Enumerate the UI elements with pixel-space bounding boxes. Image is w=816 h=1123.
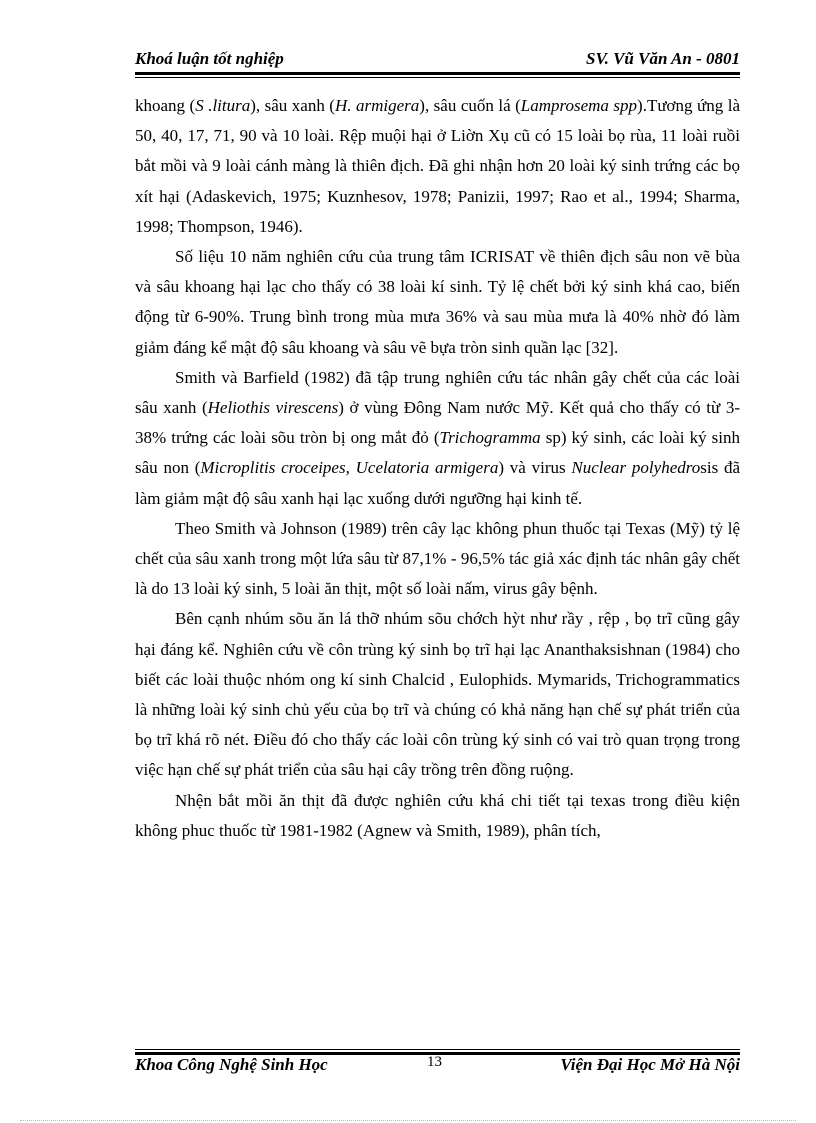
text-run: ), sâu xanh (	[250, 96, 335, 115]
text-run: Bên cạnh nhúm sõu ăn lá thỡ nhúm sõu chớch hỳt như rầy , rệp , bọ trĩ cũng gây hại đáng kể. Nghiên cứu về côn trùng ký sinh bọ trĩ hại lạc Ananthaksishnan (1984) cho biết các loài thuộc nhóm ong kí sinh Chalcid , Eulophids. Mymarids, Trichogrammatics là những loài ký sinh chủ yếu của bọ trĩ và chúng có khả năng hạn chế sự phát triển của bọ trĩ khá rõ nét. Điều đó cho thấy các loài côn trùng ký sinh có vai trò quan trọng trong việc hạn chế sự phát triển của sâu hại cây trồng trên đồng ruộng.	[135, 609, 740, 780]
text-run: Nhện bắt mồi ăn thịt đã được nghiên cứu khá chi tiết tại texas trong điều kiện không phuc thuốc từ 1981-1982 (Agnew và Smith, 1989), phân tích,	[135, 790, 740, 840]
text-run: ) và virus	[498, 458, 572, 478]
body-text	[135, 91, 740, 846]
header-thesis-title: Khoá luận tốt nghiệp	[135, 49, 284, 68]
header-rule-thick	[135, 72, 740, 75]
text-run: sp) ký sinh, các loài ký sinh sâu non (	[135, 428, 740, 478]
italic-term: Heliothis virescens	[207, 398, 339, 418]
paragraph	[135, 91, 740, 242]
paragraph	[135, 242, 740, 363]
text-run: ) ở vùng Đông Nam nước Mỹ. Kết quả cho thấy có từ 3-38% trứng các loài sõu tròn bị ong mắt đỏ (	[135, 398, 741, 448]
header-rule-thin	[135, 77, 740, 78]
italic-term: H. armigera	[334, 96, 420, 115]
text-run: Smith và Barfield (1982) đã tập trung nghiên cứu tác nhân gây chết của các loài sâu xanh (	[135, 367, 740, 418]
header-student-name: SV. Vũ Văn An - 0801	[585, 49, 740, 68]
bottom-dotted-line	[20, 1120, 796, 1121]
page-number: 13	[427, 1054, 442, 1070]
page-footer	[135, 1055, 740, 1081]
text-run: Số liệu 10 năm nghiên cứu của trung tâm ICRISAT về thiên địch sâu non vẽ bùa và sâu khoang hại lạc cho thấy có 38 loài kí sinh. Tỷ lệ chết bởi ký sinh khá cao, biến động từ 6-90%. Trung bình trong mùa mưa 36% và sau mùa mưa là 40% nhờ đó làm giảm đáng kể mật độ sâu khoang và sâu vẽ bựa tròn sinh quần lạc [32].	[135, 247, 740, 357]
italic-term: S .litura	[195, 96, 251, 115]
footer-faculty: Khoa Công Nghệ Sinh Học	[135, 1055, 328, 1074]
italic-term: Microplitis croceipes, Ucelatoria armigera	[200, 458, 499, 478]
footer-rule-thin	[135, 1049, 740, 1050]
paragraph	[135, 604, 740, 785]
text-run: Theo Smith và Johnson (1989) trên cây lạc không phun thuốc tại Texas (Mỹ) tỷ lệ chết của sâu xanh trong một lứa sâu từ 87,1% - 96,5% tác giả xác định tác nhân gây chết là do 13 loài ký sinh, 5 loài ăn thịt, một số loài nấm, virus gây bệnh.	[135, 518, 740, 599]
footer-institute: Viện Đại Học Mở Hà Nội	[560, 1055, 740, 1074]
text-run: khoang (	[135, 96, 196, 115]
text-run: ), sâu cuốn lá (	[419, 96, 521, 115]
text-run: ).Tương ứng là 50, 40, 17, 71, 90 và 10 loài. Rệp muội hại ở Liờn Xụ cũ có 15 loài bọ rùa, 11 loài ruồi bắt mồi và 9 loài cánh màng là thiên địch. Đã ghi nhận hơn 20 loài ký sinh trứng các bọ xít hại (Adaskevich, 1975; Kuznhesov, 1978; Panizii, 1997; Rao et al., 1994; Sharma, 1998; Thompson, 1946).	[135, 96, 740, 236]
italic-term: Trichogramma	[439, 428, 541, 448]
paragraph	[135, 514, 740, 605]
italic-term: Nuclear polyhedro	[571, 458, 701, 478]
italic-term: Lamprosema spp	[520, 96, 638, 115]
page-header	[135, 49, 740, 73]
paragraph	[135, 786, 740, 846]
text-run: sis đã làm giảm mật độ sâu xanh hại lạc xuống dưới ngưỡng hại kinh tế.	[135, 458, 741, 508]
paragraph	[135, 363, 740, 514]
